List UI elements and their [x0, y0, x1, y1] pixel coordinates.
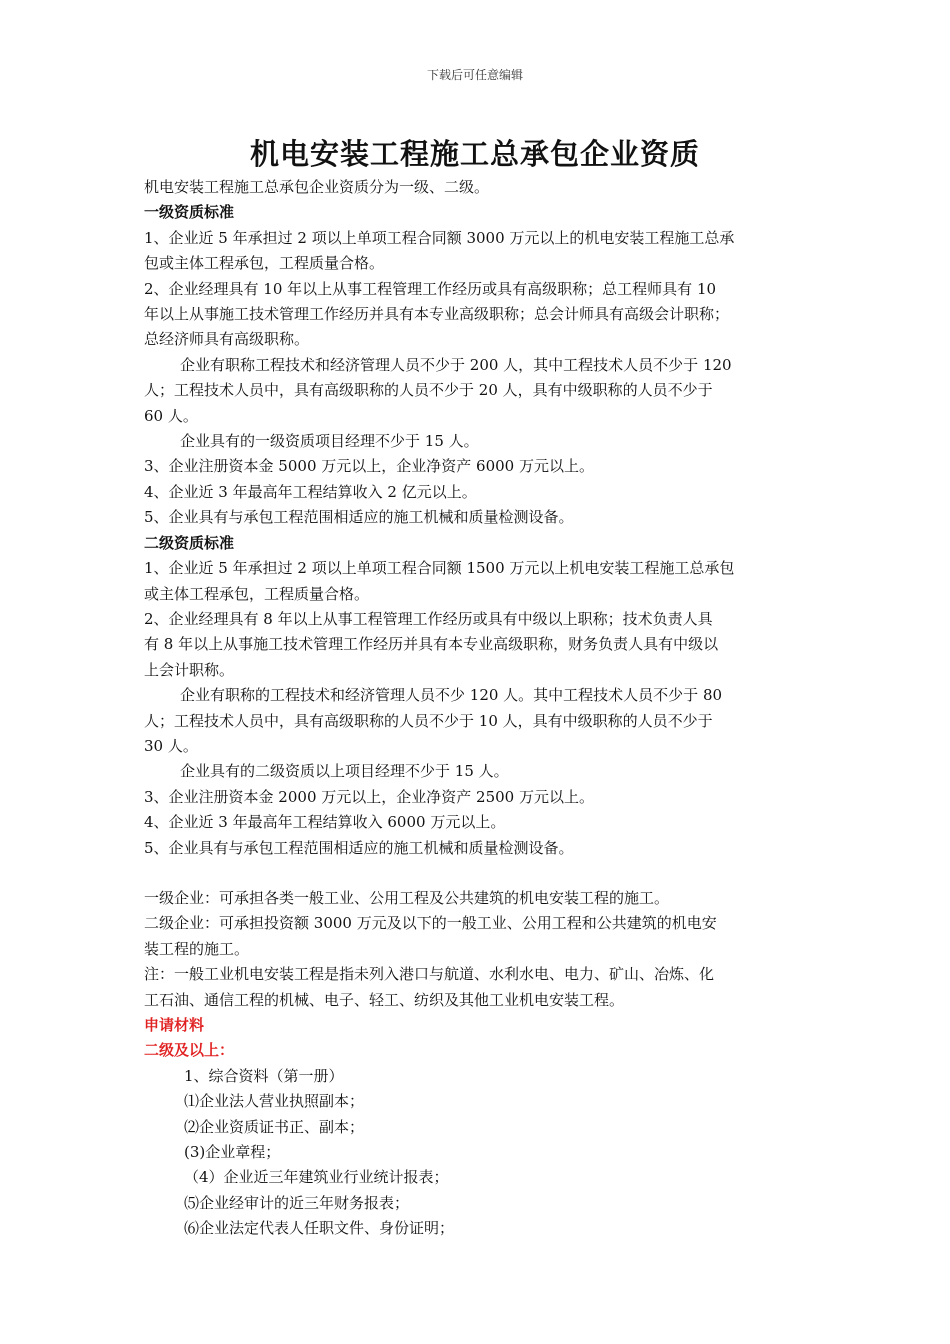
grade2-pm-line: 企业具有的二级资质以上项目经理不少于 15 人。 [180, 762, 509, 781]
grade2-item: 4、企业近 3 年最高年工程结算收入 6000 万元以上。 [144, 813, 506, 832]
grade1-item: 3、企业注册资本金 5000 万元以上，企业净资产 6000 万元以上。 [144, 457, 594, 476]
grade1-line: 2、企业经理具有 10 年以上从事工程管理工作经历或具有高级职称；总工程师具有 10 [144, 279, 717, 298]
grade1-line: 包或主体工程承包，工程质量合格。 [144, 254, 385, 273]
grade2-item: 3、企业注册资本金 2000 万元以上，企业净资产 2500 万元以上。 [144, 787, 594, 806]
grade2-staff-line: 人；工程技术人员中，具有高级职称的人员不少于 10 人，具有中级职称的人员不少于 [144, 711, 713, 730]
grade2-line: 有 8 年以上从事施工技术管理工作经历并具有本专业高级职称，财务负责人具有中级以 [144, 635, 719, 654]
spacer [144, 861, 824, 886]
grade1-line: 年以上从事施工技术管理工作经历并具有本专业高级职称；总会计师具有高级会计职称； [144, 305, 730, 324]
scope-note-line: 注：一般工业机电安装工程是指未列入港口与航道、水利水电、电力、矿山、冶炼、化 [144, 965, 715, 984]
materials-item: ⑹企业法定代表人任职文件、身份证明； [184, 1219, 455, 1238]
materials-subheading: 二级及以上： [144, 1041, 235, 1060]
materials-item: ⑴企业法人营业执照副本； [184, 1092, 365, 1111]
grade1-line: 1、企业近 5 年承担过 2 项以上单项工程合同额 3000 万元以上的机电安装工程施工总承 [144, 228, 735, 247]
grade2-line: 2、企业经理具有 8 年以上从事工程管理工作经历或具有中级以上职称；技术负责人具 [144, 609, 713, 628]
grade1-line: 总经济师具有高级职称。 [144, 330, 310, 349]
grade1-pm-line: 企业具有的一级资质项目经理不少于 15 人。 [180, 432, 479, 451]
grade2-item: 5、企业具有与承包工程范围相适应的施工机械和质量检测设备。 [144, 838, 574, 857]
materials-item: （4）企业近三年建筑业行业统计报表； [184, 1168, 449, 1187]
scope-note-line: 工石油、通信工程的机械、电子、轻工、纺织及其他工业机电安装工程。 [144, 990, 625, 1009]
grade1-item: 4、企业近 3 年最高年工程结算收入 2 亿元以上。 [144, 482, 477, 501]
scope-line: 装工程的施工。 [144, 939, 250, 958]
scope-line: 一级企业：可承担各类一般工业、公用工程及公共建筑的机电安装工程的施工。 [144, 888, 670, 907]
grade2-heading: 二级资质标准 [144, 533, 235, 552]
materials-list-title: 1、综合资料（第一册） [184, 1066, 344, 1085]
grade2-line: 或主体工程承包，工程质量合格。 [144, 584, 370, 603]
materials-item: (3)企业章程； [184, 1143, 281, 1162]
page-header: 下载后可任意编辑 [426, 68, 523, 82]
grade1-staff-line: 人；工程技术人员中，具有高级职称的人员不少于 20 人，具有中级职称的人员不少于 [144, 381, 713, 400]
materials-heading: 申请材料 [144, 1016, 205, 1034]
scope-line: 二级企业：可承担投资额 3000 万元及以下的一般工业、公用工程和公共建筑的机电安 [144, 914, 717, 933]
materials-item: ⑸企业经审计的近三年财务报表； [184, 1193, 410, 1212]
grade1-staff-line: 60 人。 [144, 406, 198, 425]
grade2-staff-line: 30 人。 [144, 736, 198, 755]
grade1-heading: 一级资质标准 [144, 203, 235, 222]
grade2-staff-line: 企业有职称的工程技术和经济管理人员不少 120 人。其中工程技术人员不少于 80 [180, 686, 723, 705]
document-body [144, 175, 824, 1242]
grade1-staff-line: 企业有职称工程技术和经济管理人员不少于 200 人，其中工程技术人员不少于 120 [180, 355, 732, 374]
intro-paragraph: 机电安装工程施工总承包企业资质分为一级、二级。 [144, 178, 490, 196]
grade2-line: 上会计职称。 [144, 660, 235, 679]
grade2-line: 1、企业近 5 年承担过 2 项以上单项工程合同额 1500 万元以上机电安装工程施工总承包 [144, 559, 735, 578]
materials-item: ⑵企业资质证书正、副本； [184, 1117, 365, 1136]
grade1-item: 5、企业具有与承包工程范围相适应的施工机械和质量检测设备。 [144, 508, 574, 527]
document-title: 机电安装工程施工总承包企业资质 [249, 137, 700, 171]
